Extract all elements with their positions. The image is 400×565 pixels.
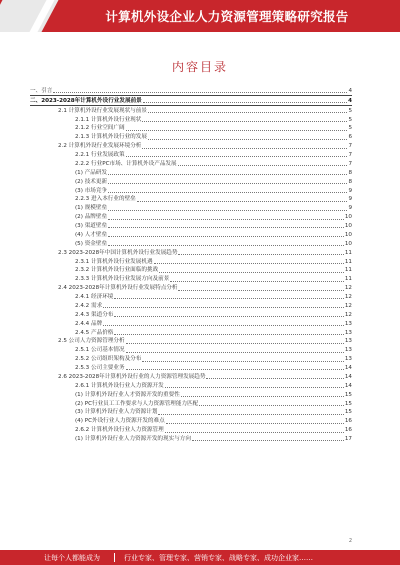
toc-leader-dots <box>165 387 344 388</box>
toc-entry[interactable] <box>30 416 352 425</box>
toc-entry-page: 5 <box>348 125 352 132</box>
toc-leader-dots <box>143 102 347 103</box>
toc-entry-page: 4 <box>348 97 352 104</box>
toc-leader-dots <box>199 405 344 406</box>
toc-entry[interactable] <box>30 106 352 115</box>
toc-entry-label: (3) 渠道壁垒 <box>75 223 108 229</box>
toc-entry-label: 2.4 2023-2028年计算机外设行业发展特点分析 <box>58 285 178 292</box>
toc-entry-page: 7 <box>348 160 352 167</box>
toc-entry[interactable] <box>30 372 352 381</box>
toc-entry-page: 11 <box>344 258 352 265</box>
toc-leader-dots <box>108 236 344 237</box>
toc-entry-page: 7 <box>348 152 352 158</box>
toc-entry-label: (2) PC行业员工工作要求与人力资源管理能力匹配 <box>75 400 199 407</box>
toc-entry-page: 10 <box>344 223 352 229</box>
toc-leader-dots <box>158 414 343 415</box>
toc-entry[interactable] <box>30 177 352 186</box>
toc-entry-label: 2.6.1 计算机外设行业人力资源开发 <box>75 382 164 389</box>
toc-entry-label: 2.1.2 行业空间广阔 <box>75 125 125 132</box>
toc-entry-page: 9 <box>348 205 352 212</box>
toc-leader-dots <box>108 183 347 184</box>
toc-leader-dots <box>126 156 348 157</box>
toc-entry[interactable] <box>30 408 352 417</box>
toc-entry[interactable] <box>30 319 352 328</box>
toc-entry-page: 13 <box>344 356 352 363</box>
toc-entry-label: 2.5 公司人力资源管理分析 <box>58 338 125 345</box>
toc-entry[interactable] <box>30 239 352 248</box>
toc-entry[interactable] <box>30 150 352 159</box>
toc-entry[interactable] <box>30 345 352 354</box>
report-header <box>0 0 400 32</box>
toc-entry-page: 5 <box>348 116 352 123</box>
toc-leader-dots <box>154 263 344 264</box>
toc-entry-label: 2.2.3 进入本行业的壁垒 <box>75 196 136 203</box>
toc-leader-dots <box>108 227 344 228</box>
toc-entry-page: 12 <box>344 311 352 318</box>
toc-leader-dots <box>178 165 348 166</box>
toc-entry[interactable] <box>30 168 352 177</box>
toc-leader-dots <box>108 174 347 175</box>
toc-entry-page: 14 <box>344 365 352 371</box>
toc-entry[interactable] <box>30 266 352 275</box>
toc-entry[interactable] <box>30 274 352 283</box>
toc-leader-dots <box>126 352 344 353</box>
toc-entry[interactable] <box>30 124 352 133</box>
toc-entry[interactable] <box>30 337 352 346</box>
toc-leader-dots <box>114 298 343 299</box>
toc-entry-label: 一、引言 <box>30 87 53 94</box>
toc-leader-dots <box>108 245 344 246</box>
toc-entry[interactable] <box>30 310 352 319</box>
toc-entry-label: (2) 品牌壁垒 <box>75 214 108 221</box>
toc-entry-label: (5) 资金壁垒 <box>75 240 108 247</box>
toc-entry[interactable] <box>30 425 352 434</box>
toc-leader-dots <box>126 343 344 344</box>
toc-entry-page: 14 <box>344 373 352 380</box>
toc-entry-label: 2.2 计算机外设行业发展环境分析 <box>58 143 142 150</box>
toc-leader-dots <box>126 369 344 370</box>
toc-entry-label: 2.6.2 计算机外设行业人力资源管理 <box>75 427 164 434</box>
toc-entry-page: 15 <box>344 400 352 407</box>
toc-entry[interactable] <box>30 328 352 337</box>
toc-entry[interactable] <box>30 390 352 399</box>
toc-entry-label: 2.2.2 行业PC市场、计算机外设产品发展 <box>75 160 177 167</box>
toc-entry[interactable] <box>30 132 352 141</box>
toc-leader-dots <box>178 290 343 291</box>
toc-entry[interactable] <box>30 363 352 372</box>
toc-entry-page: 13 <box>344 329 352 336</box>
toc-entry-page: 12 <box>344 302 352 309</box>
toc-entry-page: 14 <box>344 382 352 389</box>
toc-entry-label: (3) 市场竞争 <box>75 187 108 194</box>
toc-entry-page: 8 <box>348 178 352 185</box>
toc-title: 内容目录 <box>171 60 228 74</box>
toc-entry[interactable] <box>30 141 352 150</box>
toc-entry[interactable] <box>30 86 352 95</box>
toc-entry-page: 16 <box>344 418 352 425</box>
toc-entry-label: 2.5.3 公司主要业务 <box>75 365 125 371</box>
toc-entry[interactable] <box>30 203 352 212</box>
toc-entry[interactable] <box>30 399 352 408</box>
toc-entry[interactable] <box>30 159 352 168</box>
toc-entry-page: 12 <box>344 294 352 300</box>
toc-entry[interactable] <box>30 115 352 124</box>
toc-entry[interactable] <box>30 301 352 310</box>
toc-leader-dots <box>114 316 343 317</box>
toc-leader-dots <box>148 139 347 140</box>
toc-entry-label: 2.1.3 计算机外设行业的发展 <box>75 134 147 141</box>
toc-entry[interactable] <box>30 248 352 257</box>
page-footer <box>0 550 400 565</box>
toc-entry[interactable] <box>30 381 352 390</box>
toc-entry[interactable] <box>30 230 352 239</box>
toc-entry-label: (3) 计算机外设行业人力资源计划 <box>75 409 158 416</box>
toc-entry-page: 11 <box>344 276 352 283</box>
toc-entry-label: 2.4.4 品牌 <box>75 320 103 327</box>
toc-entry-page: 13 <box>344 347 352 354</box>
toc-entry-label: 2.5.1 公司基本情况 <box>75 347 125 354</box>
toc-leader-dots <box>108 219 344 220</box>
toc-entry-label: 2.2.1 行业发展政策 <box>75 152 125 158</box>
report-title: 计算机外设企业人力资源管理策略研究报告 <box>105 9 349 24</box>
toc-entry[interactable] <box>30 434 352 443</box>
toc-leader-dots <box>181 396 344 397</box>
toc-entry-label: 2.3.2 计算机外设行业面临的挑战 <box>75 267 159 274</box>
toc-entry-page: 6 <box>348 134 352 141</box>
footer-slogan-right: 行业专家、管理专家、营销专家、战略专家、成功企业家…… <box>124 554 313 562</box>
toc-entry[interactable] <box>30 292 352 301</box>
toc-leader-dots <box>142 148 347 149</box>
toc-entry-label: 2.3 2023-2028年中国计算机外设行业发展趋势 <box>58 249 178 256</box>
toc-entry-label: 2.1.1 计算机外设行业现状 <box>75 116 142 123</box>
toc-entry[interactable] <box>30 195 352 204</box>
toc-leader-dots <box>192 440 344 441</box>
toc-entry-page: 4 <box>348 87 352 94</box>
toc-leader-dots <box>178 254 343 255</box>
toc-entry-label: 2.6 2023-2028年计算机外设行业的人力资源管理发展趋势 <box>58 373 206 380</box>
toc-entry-page: 15 <box>344 391 352 398</box>
toc-entry-label: 2.4.2 需求 <box>75 302 103 309</box>
toc-entry-page: 11 <box>344 267 352 274</box>
toc-entry-page: 17 <box>344 436 352 442</box>
toc-entry[interactable] <box>30 283 352 292</box>
page-number: 2 <box>348 538 352 544</box>
toc-entry-page: 9 <box>348 196 352 203</box>
toc-leader-dots <box>142 361 344 362</box>
footer-divider <box>114 553 115 562</box>
toc-entry-page: 10 <box>344 240 352 247</box>
toc-entry-label: 2.4.1 经济环境 <box>75 294 114 300</box>
toc-entry-label: 2.4.3 渠道分布 <box>75 311 114 318</box>
toc-leader-dots <box>103 325 344 326</box>
toc-entry-page: 5 <box>348 107 352 114</box>
toc-leader-dots <box>170 281 344 282</box>
toc-entry-label: 2.3.1 计算机外设行业发展机遇 <box>75 258 153 265</box>
toc-entry[interactable] <box>30 257 352 266</box>
toc-entry-label: (1) 计算机外设行业人才资源开发的重要性 <box>75 391 180 398</box>
toc-entry-page: 7 <box>348 143 352 150</box>
toc-leader-dots <box>148 112 347 113</box>
toc-leader-dots <box>137 201 348 202</box>
toc-entry-page: 10 <box>344 231 352 238</box>
toc-entry-label: (1) 产品研发 <box>75 169 108 176</box>
toc-leader-dots <box>108 210 347 211</box>
toc-entry-page: 8 <box>348 169 352 176</box>
toc-entry-page: 15 <box>344 409 352 416</box>
toc-leader-dots <box>159 272 344 273</box>
toc-entry-label: (4) 人才壁垒 <box>75 231 108 238</box>
toc-leader-dots <box>53 92 347 93</box>
toc-entry[interactable] <box>30 212 352 221</box>
toc-entry-page: 12 <box>344 285 352 292</box>
toc-leader-dots <box>206 378 343 379</box>
toc-entry-page: 16 <box>344 427 352 434</box>
toc-leader-dots <box>126 130 348 131</box>
table-of-contents <box>30 86 352 443</box>
toc-entry-label: (4) PC外设行业人力资源开发的难点 <box>75 418 165 425</box>
toc-entry-page: 9 <box>348 187 352 194</box>
toc-entry-label: 2.1 计算机外设行业发展现状与前景 <box>58 107 147 114</box>
toc-leader-dots <box>166 423 344 424</box>
toc-entry-page: 13 <box>344 338 352 345</box>
toc-leader-dots <box>108 192 347 193</box>
toc-entry[interactable] <box>30 354 352 363</box>
toc-entry-label: (1) 规模壁垒 <box>75 205 108 212</box>
toc-leader-dots <box>165 432 344 433</box>
toc-entry-label: 二、2023-2028年计算机外设行业发展前景 <box>30 97 142 104</box>
toc-entry-page: 13 <box>344 320 352 327</box>
toc-entry-label: 2.4.5 产品价格 <box>75 329 114 336</box>
toc-leader-dots <box>114 334 343 335</box>
toc-entry-page: 11 <box>344 249 352 256</box>
toc-entry[interactable] <box>30 221 352 230</box>
toc-entry-label: 2.3.3 计算机外设行业发展方向及前景 <box>75 276 170 283</box>
toc-leader-dots <box>103 307 344 308</box>
toc-leader-dots <box>142 121 347 122</box>
toc-entry-label: (1) 计算机外设行业人力资源开发的现实与方向 <box>75 436 191 442</box>
toc-entry-page: 10 <box>344 214 352 221</box>
toc-entry[interactable] <box>30 96 352 105</box>
toc-entry-label: (2) 技术更新 <box>75 178 108 185</box>
toc-entry[interactable] <box>30 186 352 195</box>
footer-slogan-left: 让每个人都能成为 <box>44 554 100 562</box>
toc-entry-label: 2.5.2 公司组织架构及分布 <box>75 356 142 363</box>
